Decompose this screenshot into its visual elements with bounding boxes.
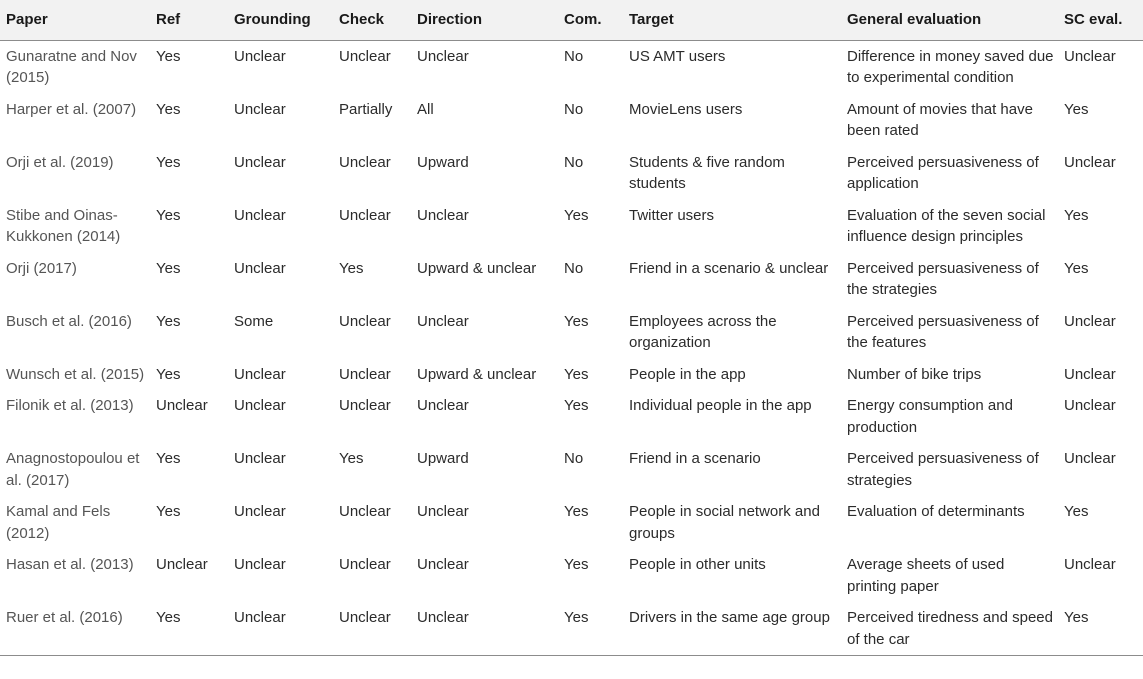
- cell-general-evaluation: Number of bike trips: [847, 365, 982, 383]
- cell-ref: Yes: [156, 100, 181, 118]
- cell-sc-eval: Yes: [1064, 259, 1089, 277]
- cell-check: Unclear: [339, 312, 391, 330]
- cell-check: Unclear: [333, 602, 411, 656]
- header-sc-eval: SC eval.: [1058, 0, 1143, 40]
- cell-check: Unclear: [339, 206, 391, 224]
- cell-com: Yes: [564, 503, 589, 520]
- cell-direction: Unclear: [417, 47, 469, 65]
- cell-com: No: [564, 259, 584, 277]
- cell-grounding: Unclear: [234, 100, 286, 118]
- header-check: Check: [333, 0, 411, 40]
- cell-paper: Filonik et al. (2013): [6, 397, 134, 414]
- table-row: [0, 306, 1143, 359]
- cell-target: MovieLens users: [629, 100, 743, 118]
- cell-sc-eval: Yes: [1064, 206, 1089, 224]
- header-com: Com.: [558, 0, 623, 40]
- cell-com: No: [564, 47, 584, 65]
- cell-direction: Unclear: [417, 312, 469, 330]
- cell-sc-eval: Unclear: [1064, 312, 1116, 330]
- cell-target: Students & five random students: [629, 153, 785, 192]
- cell-direction: Unclear: [417, 206, 469, 224]
- cell-com: Yes: [564, 206, 589, 224]
- cell-com: Yes: [558, 602, 623, 656]
- cell-paper: Gunaratne and Nov (2015): [6, 47, 137, 86]
- cell-grounding: Some: [234, 312, 274, 330]
- cell-grounding: Unclear: [234, 503, 286, 520]
- cell-ref: Yes: [156, 365, 181, 383]
- cell-target: Friend in a scenario: [629, 450, 761, 467]
- cell-general-evaluation: Perceived persuasiveness of application: [847, 153, 1039, 192]
- table-row: [0, 200, 1143, 253]
- cell-paper: Orji (2017): [6, 259, 77, 277]
- table-row: [0, 390, 1143, 443]
- cell-direction: Unclear: [411, 602, 558, 656]
- cell-ref: Yes: [156, 312, 181, 330]
- header-ref: Ref: [150, 0, 228, 40]
- cell-paper: Anagnostopoulou et al. (2017): [6, 450, 140, 489]
- cell-ref: Yes: [156, 47, 181, 65]
- cell-general-evaluation: Perceived tiredness and speed of the car: [841, 602, 1058, 656]
- cell-com: Yes: [564, 312, 589, 330]
- cell-grounding: Unclear: [234, 397, 286, 414]
- cell-ref: Yes: [156, 206, 181, 224]
- cell-com: Yes: [564, 365, 589, 383]
- cell-check: Yes: [339, 450, 364, 467]
- table-row: [0, 549, 1143, 602]
- cell-paper: Orji et al. (2019): [6, 153, 114, 171]
- cell-grounding: Unclear: [234, 365, 286, 383]
- cell-grounding: Unclear: [234, 450, 286, 467]
- cell-target: People in social network and groups: [629, 503, 820, 542]
- table-row: [0, 94, 1143, 147]
- header-target: Target: [623, 0, 841, 40]
- cell-paper: Kamal and Fels (2012): [6, 503, 111, 542]
- cell-general-evaluation: Difference in money saved due to experimental condition: [847, 47, 1054, 86]
- cell-check: Unclear: [339, 365, 391, 383]
- cell-target: People in the app: [629, 365, 746, 383]
- cell-target: Employees across the organization: [629, 312, 777, 351]
- cell-ref: Yes: [156, 503, 181, 520]
- cell-sc-eval: Unclear: [1064, 47, 1116, 65]
- cell-check: Unclear: [339, 397, 391, 414]
- cell-check: Unclear: [339, 153, 391, 171]
- cell-paper: Ruer et al. (2016): [0, 602, 150, 656]
- cell-sc-eval: Unclear: [1064, 556, 1116, 573]
- table-row: [0, 602, 1143, 656]
- cell-paper: Hasan et al. (2013): [6, 556, 134, 573]
- cell-com: No: [564, 450, 584, 467]
- cell-grounding: Unclear: [234, 259, 286, 277]
- cell-target: Friend in a scenario & unclear: [629, 259, 829, 277]
- table-row: [0, 253, 1143, 306]
- cell-paper: Harper et al. (2007): [6, 100, 137, 118]
- cell-ref: Yes: [150, 602, 228, 656]
- cell-direction: Upward: [417, 153, 469, 171]
- cell-com: Yes: [564, 556, 589, 573]
- cell-general-evaluation: Evaluation of the seven social influence design principles: [847, 206, 1046, 245]
- cell-sc-eval: Yes: [1064, 503, 1089, 520]
- cell-general-evaluation: Evaluation of determinants: [847, 503, 1025, 520]
- cell-general-evaluation: Average sheets of used printing paper: [847, 556, 1005, 595]
- cell-sc-eval: Unclear: [1064, 153, 1116, 171]
- cell-com: No: [564, 153, 584, 171]
- header-row: [0, 0, 1143, 40]
- cell-target: People in other units: [629, 556, 766, 573]
- cell-target: Individual people in the app: [629, 397, 812, 414]
- cell-check: Unclear: [339, 503, 391, 520]
- cell-grounding: Unclear: [234, 153, 286, 171]
- header-general-evaluation: General evaluation: [841, 0, 1058, 40]
- cell-direction: Upward & unclear: [417, 259, 537, 277]
- cell-general-evaluation: Energy consumption and production: [847, 397, 1013, 436]
- cell-ref: Yes: [156, 153, 181, 171]
- cell-com: Yes: [564, 397, 589, 414]
- cell-com: No: [564, 100, 584, 118]
- cell-sc-eval: Yes: [1058, 602, 1143, 656]
- table-body: [0, 40, 1143, 656]
- cell-general-evaluation: Perceived persuasiveness of the strategies: [847, 259, 1039, 298]
- cell-sc-eval: Yes: [1064, 100, 1089, 118]
- cell-sc-eval: Unclear: [1064, 397, 1116, 414]
- header-grounding: Grounding: [228, 0, 333, 40]
- cell-paper: Stibe and Oinas-Kukkonen (2014): [6, 206, 121, 245]
- cell-target: US AMT users: [629, 47, 726, 65]
- table-row: [0, 359, 1143, 391]
- cell-check: Unclear: [339, 47, 391, 65]
- table-row: [0, 147, 1143, 200]
- cell-paper: Wunsch et al. (2015): [6, 365, 145, 383]
- cell-ref: Yes: [156, 450, 181, 467]
- cell-ref: Unclear: [156, 397, 208, 414]
- header-paper: Paper: [0, 0, 150, 40]
- table-row: [0, 443, 1143, 496]
- cell-target: Twitter users: [629, 206, 715, 224]
- cell-general-evaluation: Perceived persuasiveness of the features: [847, 312, 1039, 351]
- cell-direction: All: [417, 100, 434, 118]
- cell-check: Yes: [339, 259, 364, 277]
- cell-check: Unclear: [339, 556, 391, 573]
- cell-direction: Unclear: [417, 503, 469, 520]
- cell-direction: Unclear: [417, 397, 469, 414]
- cell-direction: Unclear: [417, 556, 469, 573]
- cell-direction: Upward: [417, 450, 469, 467]
- cell-grounding: Unclear: [234, 47, 286, 65]
- cell-check: Partially: [339, 100, 393, 118]
- header-direction: Direction: [411, 0, 558, 40]
- cell-target: Drivers in the same age group: [623, 602, 841, 656]
- cell-grounding: Unclear: [234, 206, 286, 224]
- cell-general-evaluation: Perceived persuasiveness of strategies: [847, 450, 1039, 489]
- cell-ref: Unclear: [156, 556, 208, 573]
- cell-grounding: Unclear: [228, 602, 333, 656]
- table-row: [0, 496, 1143, 549]
- cell-grounding: Unclear: [234, 556, 286, 573]
- cell-sc-eval: Unclear: [1064, 450, 1116, 467]
- cell-direction: Upward & unclear: [417, 365, 537, 383]
- table-row: [0, 40, 1143, 94]
- cell-sc-eval: Unclear: [1064, 365, 1116, 383]
- cell-paper: Busch et al. (2016): [6, 312, 132, 330]
- cell-general-evaluation: Amount of movies that have been rated: [847, 100, 1033, 139]
- cell-ref: Yes: [156, 259, 181, 277]
